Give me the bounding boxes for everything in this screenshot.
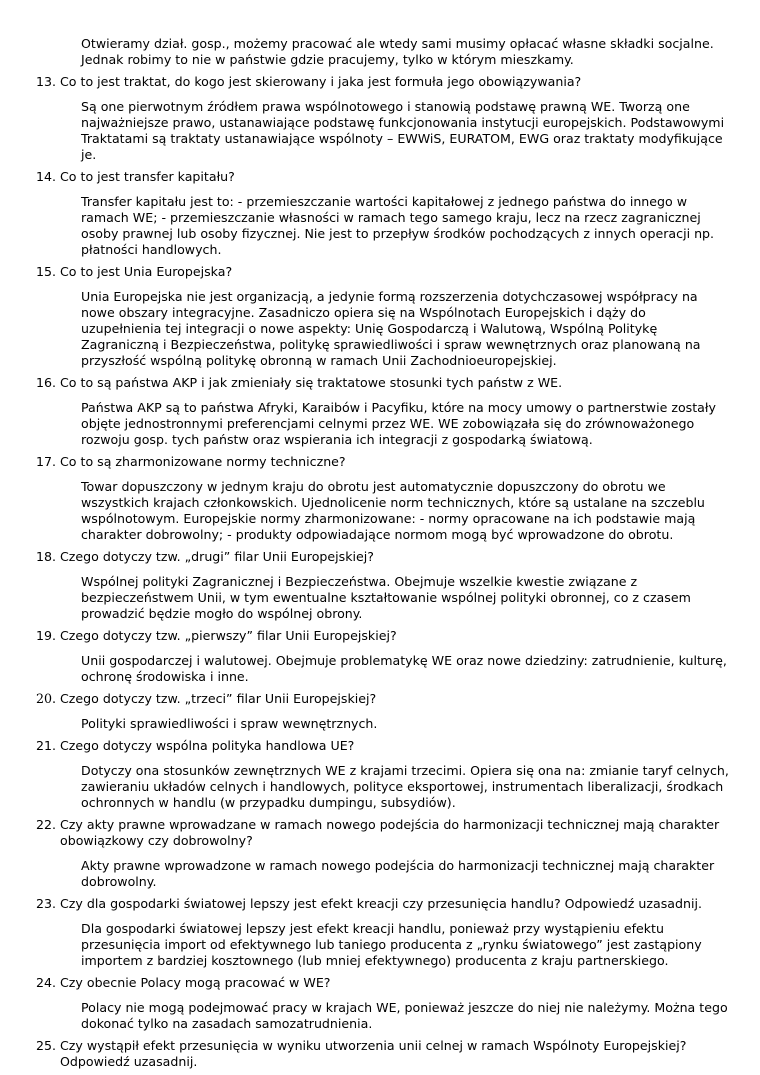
question-text: Co to są zharmonizowane normy techniczne? [60, 454, 346, 469]
question-text: Co to jest traktat, do kogo jest skierowany i jaka jest formuła jego obowiązywania? [60, 74, 582, 89]
question-text: Czy wystąpił efekt przesunięcia w wyniku utworzenia unii celnej w ramach Wspólnoty Europejskiej? Odpowiedź uzasadnij. [60, 1038, 687, 1069]
question-line [0, 454, 760, 470]
answer-text: Unii gospodarczej i walutowej. Obejmuje problematykę WE oraz nowe dziedziny: zatrudnienie, kulturę, ochronę środowiska i inne. [81, 653, 727, 684]
question-text: Czy dla gospodarki światowej lepszy jest efekt kreacji czy przesunięcia handlu? Odpowiedź uzasadnij. [60, 896, 702, 911]
qa-item [0, 549, 760, 622]
qa-item [0, 817, 760, 890]
question-text: Czego dotyczy wspólna polityka handlowa UE? [60, 738, 355, 753]
qa-item [0, 454, 760, 543]
answer-text: Dotyczy ona stosunków zewnętrznych WE z krajami trzecimi. Opiera się ona na: zmianie taryf celnych, zawieraniu układów celnych i handlowych, polityce eksportowej, instrumentach liberalizacji, środkach ochronnych w handlu (w przypadku dumpingu, subsydiów). [81, 763, 729, 810]
question-line [0, 628, 760, 644]
question-line [0, 264, 760, 280]
question-number: 23. [36, 896, 57, 911]
question-number: 19. [36, 628, 57, 643]
qa-item [0, 1038, 760, 1070]
question-text: Czy akty prawne wprowadzane w ramach nowego podejścia do harmonizacji technicznej mają charakter obowiązkowy czy dobrowolny? [60, 817, 720, 848]
qa-item [0, 628, 760, 685]
answer-text: Dla gospodarki światowej lepszy jest efekt kreacji handlu, ponieważ przy wystąpieniu efektu przesunięcia import od efektywnego lub taniego producenta z „rynku światowego” jest zastąpiony importem z bardziej kosztownego (lub mniej efektywnego) producenta z kraju partnerskiego. [81, 921, 702, 968]
answer-text: Wspólnej polityki Zagranicznej i Bezpieczeństwa. Obejmuje wszelkie kwestie związane z bezpieczeństwem Unii, w tym ewentualne kształtowanie wspólnej polityki obronnej, co z czasem prowadzić będzie mogło do wspólnej obrony. [81, 574, 691, 621]
question-text: Czego dotyczy tzw. „pierwszy” filar Unii Europejskiej? [60, 628, 397, 643]
answer-text: Państwa AKP są to państwa Afryki, Karaibów i Pacyfiku, które na mocy umowy o partnerstwie zostały objęte jednostronnymi preferencjami celnymi przez WE. WE zobowiązała się do zrównoważonego rozwoju gosp. tych państw oraz wspierania ich integracji z gospodarką światową. [81, 400, 716, 447]
answer-text: Polityki sprawiedliwości i spraw wewnętrznych. [81, 716, 378, 731]
question-line [0, 169, 760, 185]
question-number: 14. [36, 169, 57, 184]
question-line [0, 896, 760, 912]
qa-item [0, 74, 760, 163]
question-text: Czy obecnie Polacy mogą pracować w WE? [60, 975, 331, 990]
answer-text: Transfer kapitału jest to: - przemieszczanie wartości kapitałowej z jednego państwa do innego w ramach WE; - przemieszczanie własności w ramach tego samego kraju, lecz na rzecz zagranicznej osoby prawnej lub osoby fizycznej. Nie jest to przepływ środków pochodzących z innych operacji np. płatności handlowych. [81, 194, 715, 257]
qa-item [0, 264, 760, 369]
qa-item [0, 375, 760, 448]
question-text: Czego dotyczy tzw. „trzeci” filar Unii Europejskiej? [60, 691, 377, 706]
answer-text: Unia Europejska nie jest organizacją, a jedynie formą rozszerzenia dotychczasowej współpracy na nowe obszary integracyjne. Zasadniczo opiera się na Wspólnotach Europejskich i dąży do uzupełnienia tej integracji o nowe aspekty: Unię Gospodarczą i Walutową, Wspólną Politykę Zagraniczną i Bezpieczeństwa, politykę sprawiedliwości i spraw wewnętrznych oraz planowaną na przyszłość wspólną politykę obronną w ramach Unii Zachodnioeuropejskiej. [81, 289, 701, 368]
question-text: Co to są państwa AKP i jak zmieniały się traktatowe stosunki tych państw z WE. [60, 375, 563, 390]
question-number: 25. [36, 1038, 57, 1053]
question-number: 15. [36, 264, 57, 279]
qa-item [0, 896, 760, 969]
question-number: 24. [36, 975, 57, 990]
question-line [0, 375, 760, 391]
answer-text: Są one pierwotnym źródłem prawa wspólnotowego i stanowią podstawę prawną WE. Tworzą one najważniejsze prawo, ustanawiające podstawę funkcjonowania instytucji europejskich. Podstawowymi Traktatami są traktaty ustanawiające wspólnoty – EWWiS, EURATOM, EWG oraz traktaty modyfikujące je. [81, 99, 725, 162]
qa-item [0, 691, 760, 732]
question-number: 21. [36, 738, 57, 753]
question-number: 18. [36, 549, 57, 564]
question-line [0, 1038, 760, 1070]
question-number: 17. [36, 454, 57, 469]
question-line [0, 975, 760, 991]
question-line [0, 817, 760, 849]
question-number: 16. [36, 375, 57, 390]
question-text: Co to jest transfer kapitału? [60, 169, 235, 184]
question-line [0, 691, 760, 707]
answer-text: Polacy nie mogą podejmować pracy w krajach WE, ponieważ jeszcze do niej nie należymy. Można tego dokonać tylko na zasadach samozatrudnienia. [81, 1000, 728, 1031]
answer-text: Towar dopuszczony w jednym kraju do obrotu jest automatycznie dopuszczony do obrotu we wszystkich krajach członkowskich. Ujednolicenie norm technicznych, które są ustalane na szczeblu wspólnotowym. Europejskie normy zharmonizowane: - normy opracowane na ich podstawie mają charakter dobrowolny; - produkty odpowiadające normom mogą być wprowadzone do obrotu. [81, 479, 705, 542]
question-line [0, 74, 760, 90]
answer-text: Akty prawne wprowadzone w ramach nowego podejścia do harmonizacji technicznej mają charakter dobrowolny. [81, 858, 715, 889]
question-number: 20. [36, 691, 57, 706]
question-text: Co to jest Unia Europejska? [60, 264, 233, 279]
question-number: 13. [36, 74, 57, 89]
question-text: Czego dotyczy tzw. „drugi” filar Unii Europejskiej? [60, 549, 374, 564]
question-line [0, 549, 760, 565]
qa-item [0, 169, 760, 258]
question-number: 22. [36, 817, 57, 832]
qa-list [0, 74, 760, 1070]
question-line [0, 738, 760, 754]
qa-item [0, 738, 760, 811]
qa-item [0, 975, 760, 1032]
intro-paragraph: Otwieramy dział. gosp., możemy pracować ale wtedy sami musimy opłacać własne składki socjalne. Jednak robimy to nie w państwie gdzie pracujemy, tylko w którym mieszkamy. [81, 36, 714, 67]
